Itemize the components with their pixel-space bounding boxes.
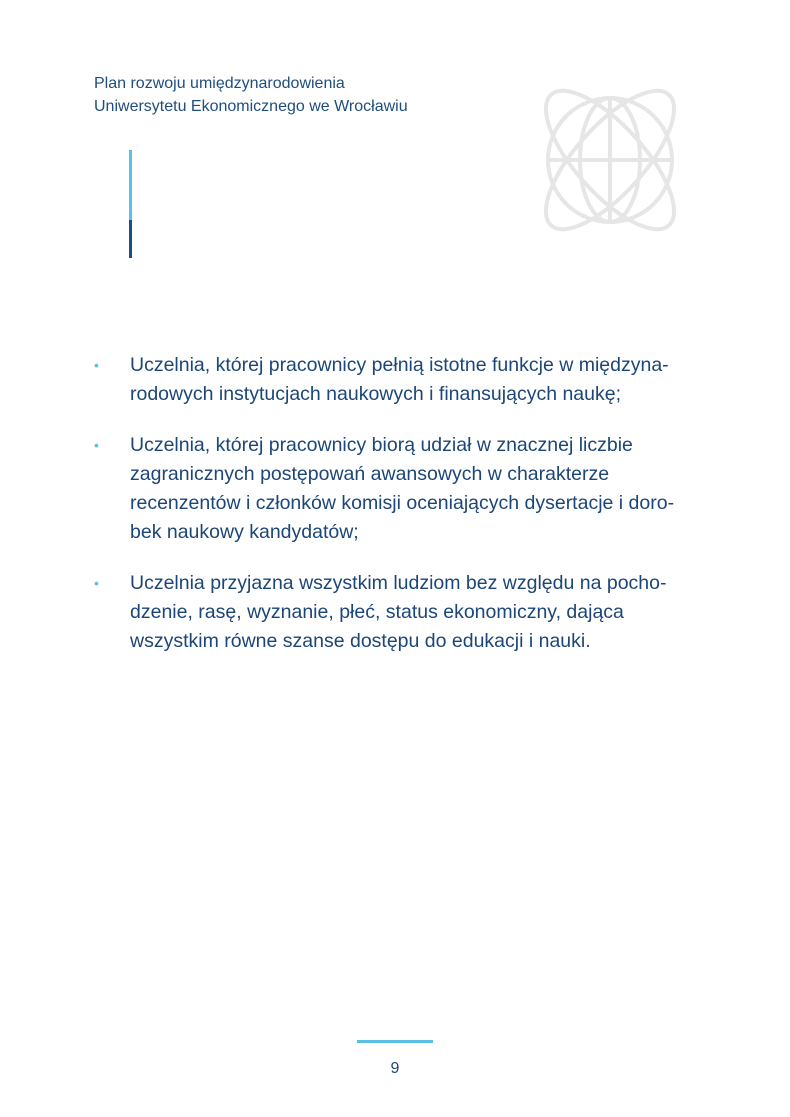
bullet-dot: • xyxy=(94,437,99,453)
list-item xyxy=(92,431,702,547)
bullet-text-line: Uczelnia przyjazna wszystkim ludziom bez względu na pocho- xyxy=(130,572,667,594)
bullet-text-line: Uczelnia, której pracownicy pełnią istotne funkcje w międzyna- xyxy=(130,354,669,376)
header-line-2: Uniwersytetu Ekonomicznego we Wrocławiu xyxy=(94,98,408,115)
bullet-text-line: zagranicznych postępowań awansowych w charakterze xyxy=(130,463,610,485)
accent-bar xyxy=(129,150,132,258)
accent-bar-light xyxy=(129,150,132,220)
bullet-text-line: wszystkim równe szanse dostępu do edukacji i nauki. xyxy=(130,630,591,652)
list-item xyxy=(92,569,702,656)
bullet-dot: • xyxy=(94,357,99,373)
bullet-text-line: rodowych instytucjach naukowych i finansujących naukę; xyxy=(130,383,622,405)
accent-bar-dark xyxy=(129,220,132,258)
footer-rule xyxy=(357,1040,433,1043)
globe-icon xyxy=(522,72,698,248)
page-number: 9 xyxy=(390,1060,400,1077)
list-item xyxy=(92,351,702,409)
bullet-text-line: bek naukowy kandydatów; xyxy=(130,521,359,543)
bullet-list xyxy=(92,351,702,678)
document-header xyxy=(94,72,408,118)
bullet-dot: • xyxy=(94,575,99,591)
bullet-text-line: dzenie, rasę, wyznanie, płeć, status ekonomiczny, dająca xyxy=(130,601,624,623)
bullet-text-line: recenzentów i członków komisji oceniających dysertacje i doro- xyxy=(130,492,675,514)
header-line-1: Plan rozwoju umiędzynarodowienia xyxy=(94,75,345,92)
bullet-text-line: Uczelnia, której pracownicy biorą udział w znacznej liczbie xyxy=(130,434,633,456)
